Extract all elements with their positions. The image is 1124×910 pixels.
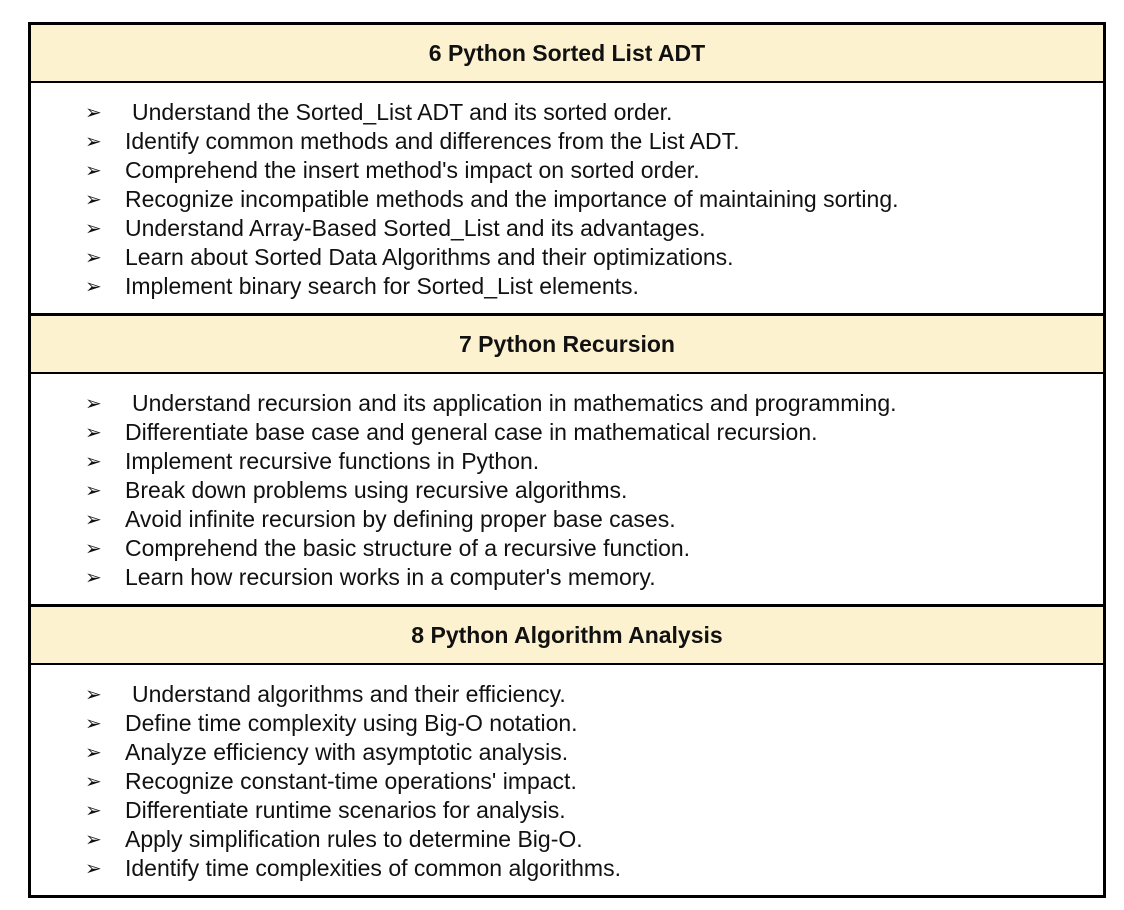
list-item-text: Identify time complexities of common algorithms. <box>125 855 621 881</box>
list-item-text: Comprehend the insert method's impact on sorted order. <box>125 157 700 183</box>
section-title: 7 Python Recursion <box>459 330 675 357</box>
list-item-text: Avoid infinite recursion by defining proper base cases. <box>125 506 676 532</box>
list-item <box>31 476 1103 505</box>
list-item <box>31 505 1103 534</box>
list-item-text: Learn about Sorted Data Algorithms and their optimizations. <box>125 244 734 270</box>
arrow-bullet-icon: ➢ <box>85 536 102 560</box>
arrow-bullet-icon: ➢ <box>85 565 102 589</box>
list-item <box>31 156 1103 185</box>
list-item-text: Apply simplification rules to determine Big-O. <box>125 826 583 852</box>
list-item <box>31 563 1103 592</box>
list-item <box>31 534 1103 563</box>
section-title: 6 Python Sorted List ADT <box>428 39 706 66</box>
list-item <box>31 680 1103 709</box>
list-item-text: Understand algorithms and their efficiency. <box>132 681 566 707</box>
list-item <box>31 272 1103 301</box>
list-item <box>31 243 1103 272</box>
arrow-bullet-icon: ➢ <box>85 158 102 182</box>
list-item <box>31 767 1103 796</box>
objectives-table <box>28 22 1106 898</box>
list-item <box>31 185 1103 214</box>
list-item-text: Recognize incompatible methods and the importance of maintaining sorting. <box>125 186 899 212</box>
list-item <box>31 796 1103 825</box>
list-item <box>31 389 1103 418</box>
list-item-text: Understand recursion and its application in mathematics and programming. <box>132 390 897 416</box>
arrow-bullet-icon: ➢ <box>85 216 102 240</box>
list-item <box>31 825 1103 854</box>
arrow-bullet-icon: ➢ <box>85 827 102 851</box>
list-item <box>31 418 1103 447</box>
arrow-bullet-icon: ➢ <box>85 769 102 793</box>
list-item <box>31 214 1103 243</box>
section-header-algorithm-analysis <box>31 607 1103 665</box>
arrow-bullet-icon: ➢ <box>85 449 102 473</box>
arrow-bullet-icon: ➢ <box>85 856 102 880</box>
arrow-bullet-icon: ➢ <box>85 129 102 153</box>
arrow-bullet-icon: ➢ <box>85 245 102 269</box>
list-item <box>31 98 1103 127</box>
section-header-sorted-list <box>31 25 1103 83</box>
list-item-text: Break down problems using recursive algorithms. <box>125 477 628 503</box>
list-item-text: Comprehend the basic structure of a recursive function. <box>125 535 691 561</box>
arrow-bullet-icon: ➢ <box>85 187 102 211</box>
list-item-text: Identify common methods and differences from the List ADT. <box>125 128 740 154</box>
list-item-text: Implement recursive functions in Python. <box>125 448 540 474</box>
arrow-bullet-icon: ➢ <box>85 711 102 735</box>
list-item-text: Implement binary search for Sorted_List elements. <box>125 273 639 299</box>
list-item-text: Differentiate base case and general case in mathematical recursion. <box>125 419 818 445</box>
list-item <box>31 127 1103 156</box>
arrow-bullet-icon: ➢ <box>85 740 102 764</box>
list-item <box>31 709 1103 738</box>
arrow-bullet-icon: ➢ <box>85 478 102 502</box>
list-item-text: Analyze efficiency with asymptotic analysis. <box>125 739 569 765</box>
section-title: 8 Python Algorithm Analysis <box>411 621 723 648</box>
list-item-text: Learn how recursion works in a computer's memory. <box>125 564 656 590</box>
list-item <box>31 854 1103 883</box>
list-item-text: Differentiate runtime scenarios for analysis. <box>125 797 566 823</box>
list-item-text: Recognize constant-time operations' impact. <box>125 768 577 794</box>
list-item <box>31 738 1103 767</box>
arrow-bullet-icon: ➢ <box>85 682 102 706</box>
list-item <box>31 447 1103 476</box>
section-body-sorted-list <box>31 83 1103 316</box>
section-body-recursion <box>31 374 1103 607</box>
arrow-bullet-icon: ➢ <box>85 274 102 298</box>
list-item-text: Understand Array-Based Sorted_List and its advantages. <box>125 215 706 241</box>
arrow-bullet-icon: ➢ <box>85 100 102 124</box>
section-body-algorithm-analysis <box>31 665 1103 895</box>
list-item-text: Define time complexity using Big-O notation. <box>125 710 578 736</box>
arrow-bullet-icon: ➢ <box>85 391 102 415</box>
arrow-bullet-icon: ➢ <box>85 507 102 531</box>
list-item-text: Understand the Sorted_List ADT and its sorted order. <box>132 99 673 125</box>
section-header-recursion <box>31 316 1103 374</box>
arrow-bullet-icon: ➢ <box>85 798 102 822</box>
arrow-bullet-icon: ➢ <box>85 420 102 444</box>
